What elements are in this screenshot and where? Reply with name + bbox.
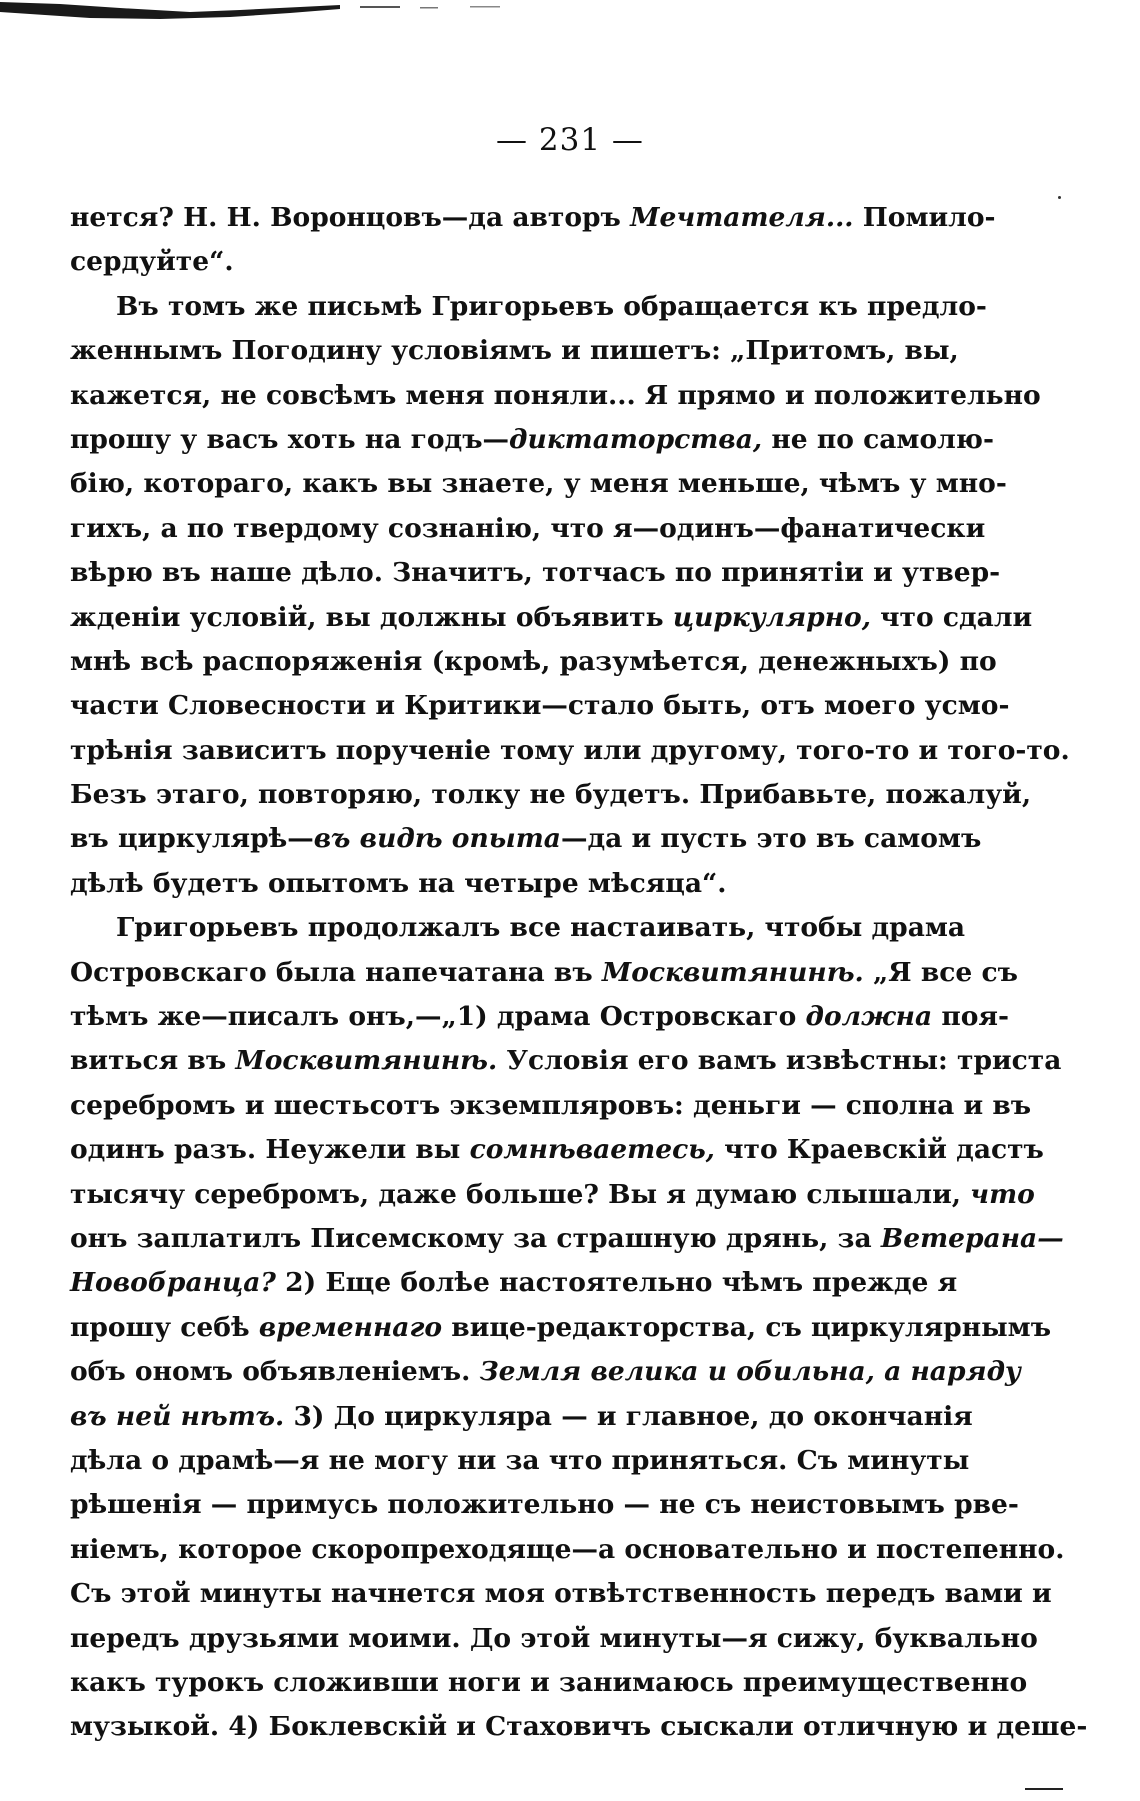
text-run: вѣрю въ наше дѣло. Значитъ, тотчасъ по принятіи и утвер-	[70, 557, 1001, 589]
italic-phrase: Мечтателя...	[630, 202, 854, 233]
text-run: Условія его вамъ извѣстны: триста	[497, 1045, 1062, 1077]
text-line	[70, 1395, 973, 1439]
text-run: нется? Н. Н. Воронцовъ—да авторъ	[70, 202, 631, 233]
text-line	[70, 1528, 1065, 1572]
italic-phrase: Новобранца?	[70, 1267, 276, 1299]
text-line	[70, 995, 1009, 1039]
text-line	[70, 1483, 1019, 1527]
text-run: сердуйте“.	[70, 246, 234, 278]
italic-phrase: временнаго	[258, 1311, 443, 1343]
text-run: что Краевскій дастъ	[714, 1134, 1044, 1166]
text-run: Съ этой минуты начнется моя отвѣтственность передъ вами и	[70, 1578, 1052, 1610]
text-line	[70, 862, 898, 906]
text-run: „Я все съ	[863, 956, 1018, 988]
text-run: Безъ этаго, повторяю, толку не будетъ. Прибавьте, пожалуй,	[70, 779, 1032, 811]
italic-phrase: Земля велика и обильна, а наряду	[479, 1356, 1021, 1388]
italic-phrase: Ветерана—	[880, 1222, 1064, 1254]
text-line	[70, 596, 1033, 640]
text-line	[70, 1128, 1044, 1172]
text-line	[70, 1617, 1038, 1661]
text-line	[70, 1306, 1052, 1350]
italic-phrase: Москвитянинѣ.	[235, 1045, 498, 1077]
text-run: въ циркулярѣ—	[70, 823, 314, 855]
page-number: — 231 —	[496, 122, 644, 158]
text-line	[70, 684, 1010, 728]
italic-phrase: въ ней нѣтъ.	[70, 1400, 285, 1432]
text-run: Островскаго была напечатана въ	[70, 956, 602, 988]
text-line	[70, 374, 1041, 418]
stray-dot	[1058, 196, 1061, 199]
text-run: объ ономъ объявленіемъ.	[70, 1356, 480, 1388]
text-run: 3) До циркуляра — и главное, до окончанія	[284, 1400, 973, 1432]
text-line	[70, 951, 1018, 995]
text-line	[70, 1350, 1021, 1394]
text-run: жденіи условій, вы должны объявить	[70, 601, 673, 633]
italic-phrase: въ видѣ опыта	[313, 823, 561, 855]
text-run: вице-редакторства, съ циркулярнымъ	[442, 1311, 1052, 1343]
text-line	[70, 1439, 970, 1483]
text-line	[70, 196, 996, 240]
text-run: женнымъ Погодину условіямъ и пишетъ: „Притомъ, вы,	[70, 335, 959, 367]
text-run: Въ томъ же письмѣ Григорьевъ обращается къ предло-	[116, 290, 987, 322]
italic-phrase: сомнѣваетесь,	[469, 1134, 715, 1166]
text-line	[70, 729, 1070, 773]
text-line	[70, 329, 959, 373]
text-run: —да и пусть это въ самомъ	[560, 823, 982, 855]
text-line	[70, 1661, 1028, 1705]
text-line	[70, 1217, 1064, 1261]
text-run: передъ друзьями моими. До этой минуты—я сижу, буквально	[70, 1622, 1038, 1654]
text-run: кажется, не совсѣмъ меня поняли... Я прямо и положительно	[70, 379, 1041, 411]
text-run: тѣмъ же—писалъ онъ,—„1) драма Островскаго	[70, 1001, 806, 1033]
text-run: прошу себѣ	[70, 1311, 259, 1343]
text-run: трѣнія зависитъ порученіе тому или другому, того-то и того-то.	[70, 734, 1070, 766]
text-line	[70, 1261, 958, 1305]
text-line	[70, 906, 966, 950]
italic-phrase: должна	[805, 1001, 933, 1033]
text-run: мнѣ всѣ распоряженія (кромѣ, разумѣется, денежныхъ) по	[70, 645, 997, 677]
text-run: виться въ	[70, 1045, 236, 1077]
text-line	[70, 462, 1007, 506]
scan-edge-artifact	[0, 0, 520, 28]
text-line	[70, 551, 1001, 595]
text-run: тысячу серебромъ, даже больше? Вы я думаю слышали,	[70, 1178, 971, 1210]
text-run: гихъ, а по твердому сознанію, что я—одинъ—фанатически	[70, 512, 986, 544]
text-line	[70, 1084, 1032, 1128]
body-text	[70, 196, 1088, 1750]
text-line	[70, 1039, 1062, 1083]
text-run: дѣлѣ будетъ опытомъ на четыре мѣсяца“.	[70, 867, 727, 899]
text-run: не по самолю-	[762, 423, 994, 455]
text-run: онъ заплатилъ Писемскому за страшную дрянь, за	[70, 1222, 881, 1254]
text-line	[70, 285, 987, 329]
text-line	[70, 1173, 1035, 1217]
bottom-dash-mark	[1025, 1788, 1063, 1790]
text-run: 2) Еще болѣе настоятельно чѣмъ прежде я	[275, 1267, 958, 1299]
text-run: серебромъ и шестьсотъ экземпляровъ: деньги — сполна и въ	[70, 1089, 1032, 1121]
text-run: Григорьевъ продолжалъ все настаивать, чтобы драма	[116, 912, 966, 944]
text-run: части Словесности и Критики—стало быть, отъ моего усмо-	[70, 690, 1010, 722]
text-line	[70, 1705, 1088, 1749]
italic-phrase: диктаторства,	[509, 423, 763, 455]
text-line	[70, 773, 1032, 817]
text-run: поя-	[932, 1001, 1009, 1033]
text-run: прошу у васъ хоть на годъ—	[70, 423, 510, 455]
text-line	[70, 817, 982, 861]
text-run: ніемъ, которое скоропреходяще—а основательно и постепенно.	[70, 1533, 1065, 1565]
text-run: дѣла о драмѣ—я не могу ни за что приняться. Съ минуты	[70, 1444, 970, 1476]
text-run: что сдали	[870, 601, 1033, 633]
text-run: бію, котораго, какъ вы знаете, у меня меньше, чѣмъ у мно-	[70, 468, 1007, 500]
text-line	[70, 418, 994, 462]
text-run: одинъ разъ. Неужели вы	[70, 1134, 470, 1166]
text-line	[70, 1572, 1052, 1616]
italic-phrase: циркулярно,	[672, 601, 871, 633]
text-line	[70, 640, 997, 684]
text-run: Помило-	[853, 202, 996, 233]
italic-phrase: Москвитянинѣ.	[601, 956, 864, 988]
italic-phrase: что	[970, 1178, 1035, 1210]
text-run: рѣшенія — примусь положительно — не съ неистовымъ рве-	[70, 1489, 1019, 1521]
text-line	[70, 507, 986, 551]
text-run: какъ турокъ сложивши ноги и занимаюсь преимущественно	[70, 1666, 1028, 1698]
text-line	[70, 240, 898, 284]
text-run: музыкой. 4) Боклевскій и Стаховичъ сыскали отличную и деше-	[70, 1711, 1088, 1743]
